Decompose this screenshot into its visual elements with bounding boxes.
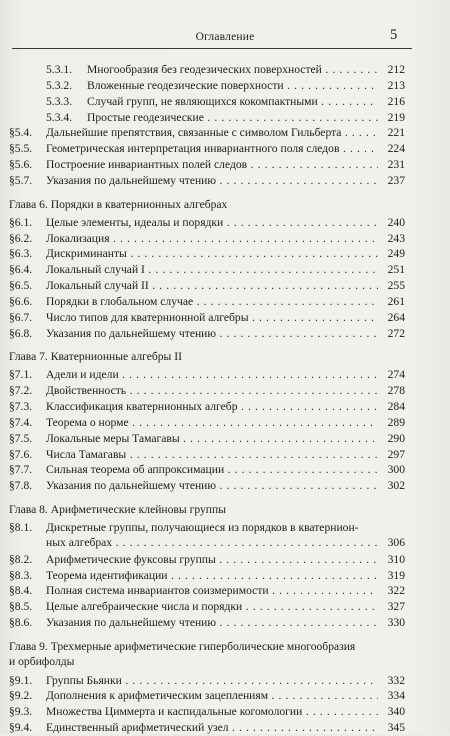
entry-title-line2: ных алгебрах . . . (46, 534, 378, 551)
toc-entry (0, 77, 450, 94)
entry-number: §9.2. (9, 689, 33, 703)
toc-entry (0, 230, 450, 247)
toc-entry (0, 124, 450, 141)
entry-title: Порядки в глобальном случае . . . (46, 293, 378, 310)
entry-number: §6.7. (9, 310, 33, 324)
entry-title: Адели и идели . . . (46, 366, 378, 383)
entry-title: Числа Тамагавы . . . (46, 446, 378, 463)
toc-entry (0, 446, 450, 463)
entry-title: Указания по дальнейшему чтению . . . (46, 614, 378, 631)
entry-page: 274 (387, 368, 405, 382)
chapter-title: Глава 7. Кватернионные алгебры II (9, 350, 182, 364)
entry-page: 297 (387, 447, 405, 461)
entry-title: Сильная теорема об аппроксимации . . . (46, 461, 378, 478)
entry-page: 243 (387, 231, 405, 245)
toc-entry (0, 366, 450, 383)
entry-page: 255 (387, 279, 405, 293)
entry-page: 231 (387, 158, 405, 172)
entry-title: Число типов для кватернионной алгебры . . . (46, 309, 378, 326)
entry-page: 251 (387, 263, 405, 277)
toc-entry (0, 398, 450, 415)
entry-page: 332 (387, 673, 405, 687)
entry-page: 290 (387, 431, 405, 445)
toc-entry (0, 719, 450, 736)
entry-number: §7.8. (9, 479, 33, 493)
entry-title: Целые алгебраические числа и порядки . . . (46, 598, 378, 615)
entry-page: 334 (387, 689, 405, 703)
entry-page: 319 (387, 568, 405, 582)
entry-number: §8.6. (9, 616, 33, 630)
entry-title: Локальный случай II . . . (46, 277, 378, 294)
entry-page: 240 (387, 215, 405, 229)
entry-page: 213 (387, 78, 405, 92)
entry-title: Построение инвариантных полей следов . . . (46, 156, 378, 173)
entry-number: §7.1. (9, 368, 33, 382)
entry-number: §6.4. (9, 263, 33, 277)
entry-title: Полная система инвариантов соизмеримости . . . (46, 582, 378, 599)
entry-number: §9.4. (9, 721, 33, 735)
entry-title: Множества Циммерта и каспидальные когомологии . . . (46, 703, 378, 720)
header-rule (12, 48, 412, 49)
toc-entry (0, 382, 450, 399)
entry-number: §9.1. (9, 673, 33, 687)
entry-page: 224 (387, 142, 405, 156)
entry-title: Двойственность . . . (46, 382, 378, 399)
toc-entry (0, 325, 450, 342)
entry-title: Многообразия без геодезических поверхностей . . . (87, 61, 378, 78)
entry-number: §6.2. (9, 231, 33, 245)
toc-entry (0, 61, 450, 78)
entry-page: 261 (387, 294, 405, 308)
entry-title: Указания по дальнейшему чтению . . . (46, 172, 378, 189)
entry-number: §7.6. (9, 447, 33, 461)
toc-entry (0, 172, 450, 189)
toc-entry (0, 277, 450, 294)
entry-number: §7.4. (9, 415, 33, 429)
entry-number: §8.5. (9, 600, 33, 614)
toc-entry (0, 567, 450, 584)
entry-number: 5.3.1. (46, 63, 73, 76)
running-header (0, 26, 450, 46)
toc-entry (0, 214, 450, 231)
toc-entry (0, 582, 450, 599)
chapter-title-line1: Глава 9. Трехмерные арифметические гиперболические многообразия (9, 639, 356, 653)
toc-entry (0, 93, 450, 110)
entry-page: 300 (387, 463, 405, 477)
entry-number: 5.3.4. (46, 110, 73, 124)
entry-title: Простые геодезические . . . (87, 109, 378, 126)
entry-title: Локализация . . . (46, 230, 378, 247)
entry-number: §7.2. (9, 384, 33, 398)
entry-number: §9.3. (9, 705, 33, 719)
entry-title: Локальные меры Тамагавы . . . (46, 430, 378, 447)
entry-number: §6.8. (9, 326, 33, 340)
toc-entry (0, 414, 450, 431)
toc-entry (0, 140, 450, 157)
entry-title: Теорема идентификации . . . (46, 567, 378, 584)
toc-entry (0, 261, 450, 278)
entry-number: §7.7. (9, 463, 33, 477)
entry-title: Указания по дальнейшему чтению . . . (46, 325, 378, 342)
entry-page: 249 (387, 247, 405, 261)
entry-number: 5.3.2. (46, 78, 73, 92)
entry-number: §8.1. (9, 520, 33, 534)
entry-number: §6.1. (9, 215, 33, 229)
page-number: 5 (390, 27, 398, 43)
entry-number: §8.3. (9, 568, 33, 582)
toc-entry (0, 703, 450, 720)
entry-title: Локальный случай I . . . (46, 261, 378, 278)
entry-page: 306 (387, 535, 405, 549)
toc-entry (0, 614, 450, 631)
entry-number: §5.7. (9, 173, 33, 187)
entry-page: 272 (387, 326, 405, 340)
entry-page: 212 (387, 63, 405, 76)
toc-entry (0, 477, 450, 494)
chapter-title-line2: и орбифолды (9, 654, 75, 668)
entry-page: 310 (387, 552, 405, 566)
entry-number: §7.5. (9, 431, 33, 445)
entry-title: Случай групп, не являющихся кокомпактными . . . (87, 93, 378, 110)
entry-number: 5.3.3. (46, 94, 73, 108)
entry-page: 330 (387, 616, 405, 630)
entry-title: Арифметические фуксовы группы . . . (46, 551, 378, 568)
chapter-title: Глава 8. Арифметические клейновы группы (9, 503, 226, 517)
entry-number: §7.3. (9, 400, 33, 413)
toc-entry (0, 551, 450, 568)
toc-entry (0, 309, 450, 326)
entry-title: Геометрическая интерпретация инвариантного поля следов . . . (46, 140, 378, 157)
entry-page: 237 (387, 173, 405, 187)
entry-page: 284 (387, 400, 405, 413)
entry-title: Дальнейшие препятствия, связанные с символом Гильберта . . . (46, 124, 378, 141)
entry-title: Единственный арифметический узел . . . (46, 719, 378, 736)
entry-title: Вложенные геодезические поверхности . . . (87, 77, 378, 94)
entry-page: 219 (387, 110, 405, 124)
chapter-heading (0, 638, 420, 670)
entry-number: §5.6. (9, 158, 33, 172)
chapter-title: Глава 6. Порядки в кватернионных алгебрах (9, 197, 228, 211)
entry-title: Дискриминанты . . . (46, 245, 378, 262)
entry-number: §6.6. (9, 294, 33, 308)
entry-title: Классификация кватернионных алгебр . . . (46, 398, 378, 415)
entry-number: §5.4. (9, 126, 33, 140)
toc-entry (0, 672, 450, 689)
toc-entry (0, 245, 450, 262)
entry-page: 327 (387, 600, 405, 614)
toc-entry (0, 430, 450, 447)
running-header-title: Оглавление (195, 31, 255, 43)
entry-page: 216 (387, 94, 405, 108)
entry-title: Дополнения к арифметическим зацеплениям . . . (46, 687, 378, 704)
toc-entry (0, 598, 450, 615)
entry-page: 345 (387, 721, 405, 735)
entry-title-line1: Дискретные группы, получающиеся из порядков в кватернион- (46, 520, 359, 534)
entry-title: Указания по дальнейшему чтению . . . (46, 477, 378, 494)
toc-entry (0, 109, 450, 126)
toc-entry (0, 461, 450, 478)
entry-page: 278 (387, 384, 405, 398)
toc-entry (0, 687, 450, 704)
entry-number: §8.4. (9, 584, 33, 598)
entry-number: §8.2. (9, 552, 33, 566)
entry-page: 221 (387, 126, 405, 140)
entry-title: Целые элементы, идеалы и порядки . . . (46, 214, 378, 231)
toc-entry-multiline (0, 519, 450, 553)
toc-entry (0, 293, 450, 310)
entry-page: 322 (387, 584, 405, 598)
entry-number: §6.5. (9, 279, 33, 293)
entry-number: §6.3. (9, 247, 33, 261)
entry-page: 289 (387, 415, 405, 429)
toc-entry (0, 156, 450, 173)
entry-number: §5.5. (9, 142, 33, 156)
entry-title: Группы Бьянки . . . (46, 672, 378, 689)
entry-page: 340 (387, 705, 405, 719)
entry-page: 302 (387, 479, 405, 493)
entry-page: 264 (387, 310, 405, 324)
entry-title: Теорема о норме . . . (46, 414, 378, 431)
